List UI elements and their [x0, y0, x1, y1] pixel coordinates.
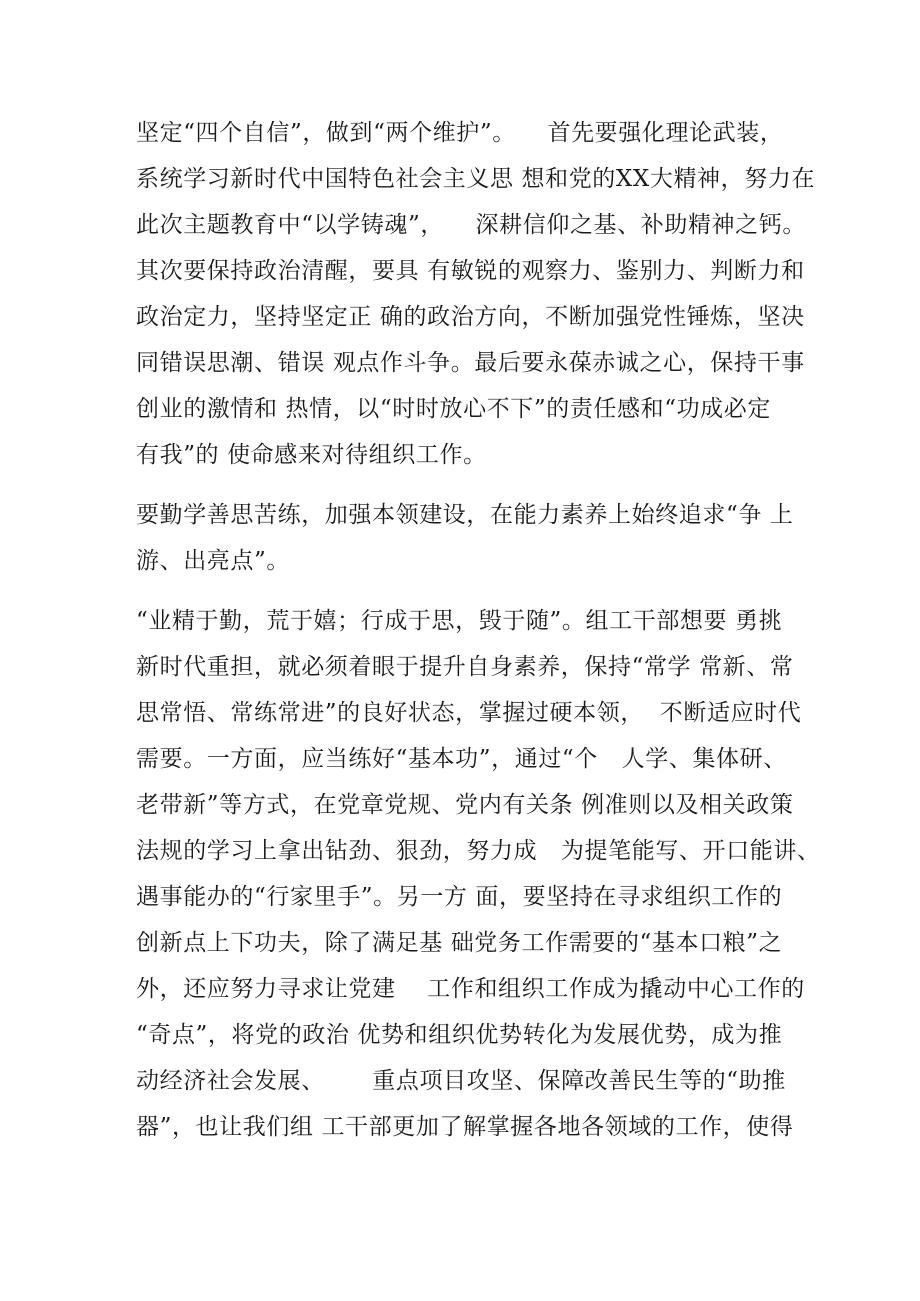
text-line: 其次要保持政治清醒，要具 有敏锐的观察力、鉴别力、判断力和 [136, 258, 805, 284]
text-line: 创业的激情和 热情，以“时时放心不下”的责任感和“功成必定 [136, 396, 771, 422]
text-line: 坚定“四个自信”，做到“两个维护”。 首先要强化理论武装， [136, 120, 784, 146]
text-line: 老带新”等方式，在党章党规、党内有关条 例准则以及相关政策 [136, 792, 794, 818]
text-line: 需要。一方面，应当练好“基本功”，通过“个 人学、集体研、 [136, 746, 787, 772]
paragraph-2 [136, 492, 816, 584]
text-line: “业精于勤，荒于嬉；行成于思，毁于随”。组工干部想要 勇挑 [136, 608, 783, 634]
paragraph-spacer [136, 478, 816, 492]
text-line: 新时代重担，就必须着眼于提升自身素养，保持“常学 常新、常 [136, 654, 794, 680]
paragraph-spacer [136, 584, 816, 598]
text-line: 外，还应努力寻求让党建 工作和组织工作成为撬动中心工作的 [136, 976, 805, 1002]
text-line: 同错误思潮、错误 观点作斗争。最后要永葆赤诚之心，保持干事 [136, 350, 805, 376]
text-line: 有我”的 使命感来对待组织工作。 [136, 442, 487, 468]
document-body [136, 110, 821, 1150]
text-line: 法规的学习上拿出钻劲、狠劲，努力成 为提笔能写、开口能讲、 [136, 838, 821, 864]
text-line: 器”，也让我们组 工干部更加了解掌握各地各领域的工作，使得 [136, 1114, 794, 1140]
text-line: 此次主题教育中“以学铸魂”， 深耕信仰之基、补助精神之钙。 [136, 212, 806, 238]
paragraph-3 [136, 598, 821, 1150]
text-line: 遇事能办的“行家里手”。另一方 面，要坚持在寻求组织工作的 [136, 884, 783, 910]
text-line: 游、出亮点”。 [136, 548, 290, 574]
text-line: 政治定力，坚持坚定正 确的政治方向，不断加强党性锤炼，坚决 [136, 304, 805, 330]
text-line: “奇点”，将党的政治 优势和组织优势转化为发展优势，成为推 [136, 1022, 783, 1048]
text-line: 动经济社会发展、 重点项目攻坚、保障改善民生等的“助推 [136, 1068, 786, 1094]
text-line: 要勤学善思苦练，加强本领建设，在能力素养上始终追求“争 上 [136, 502, 794, 528]
text-line: 思常悟、常练常进”的良好状态，掌握过硬本领， 不断适应时代 [136, 700, 802, 726]
paragraph-1 [136, 110, 816, 478]
text-line: 系统学习新时代中国特色社会主义思 想和党的XX大精神，努力在 [136, 166, 816, 192]
text-line: 创新点上下功夫，除了满足基 础党务工作需要的“基本口粮”之 [136, 930, 783, 956]
